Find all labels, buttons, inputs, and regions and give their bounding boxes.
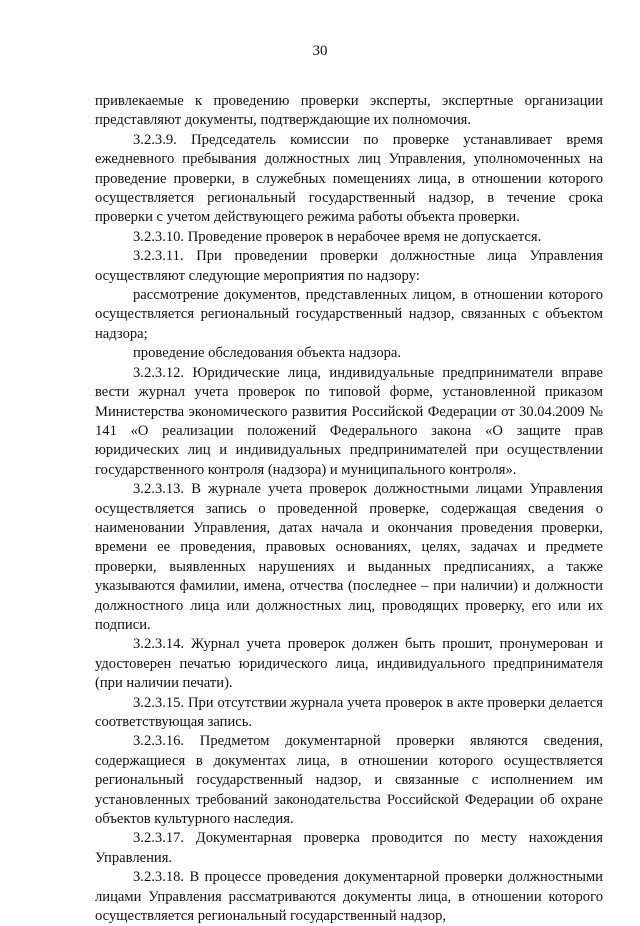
paragraph-continuation: привлекаемые к проведению проверки эксперты, экспертные организации представляют документы, подтверждающие их полномочия. [95,93,603,129]
list-item-inspection: проведение обследования объекта надзора. [133,345,402,362]
paragraph-3-2-3-16: 3.2.3.16. Предметом документарной проверки являются сведения, содержащиеся в документах лица, в отношении которого осуществляется региональный государственный надзор, и связанные с исполнением им установленных требований законодательства Российской Федерации об охране объектов культурного наследия. [95,733,603,828]
list-item-document-review: рассмотрение документов, представленных лицом, в отношении которого осуществляется региональный государственный надзор, связанных с объектом надзора; [95,287,603,342]
paragraph-3-2-3-10: 3.2.3.10. Проведение проверок в нерабочее время не допускается. [133,228,542,245]
document-body [95,92,603,926]
paragraph-3-2-3-9: 3.2.3.9. Председатель комиссии по проверке устанавливает время ежедневного пребывания должностных лиц Управления, уполномоченных на проведение проверки, в служебных помещениях лица, в отношении которого осуществляется региональный государственный надзор, в течение срока проверки с учетом действующего режима работы объекта проверки. [95,131,603,226]
paragraph-3-2-3-12: 3.2.3.12. Юридические лица, индивидуальные предприниматели вправе вести журнал учета проверок по типовой форме, установленной приказом Министерства экономического развития Российской Федерации от 30.04.2009 № 141 «О реализации положений Федерального закона «О защите прав юридических лиц и индивидуальных предпринимателей при осуществлении государственного контроля (надзора) и муниципального контроля». [95,364,603,478]
page-number: 30 [312,43,328,59]
paragraph-3-2-3-14: 3.2.3.14. Журнал учета проверок должен быть прошит, пронумерован и удостоверен печатью юридического лица, индивидуального предпринимателя (при наличии печати). [95,636,603,692]
paragraph-3-2-3-13: 3.2.3.13. В журнале учета проверок должностными лицами Управления осуществляется запись о проведенной проверке, содержащая сведения о наименовании Управления, датах начала и окончания проведения проверки, времени ее проведения, правовых основаниях, целях, задачах и предмете проверки, выявленных нарушениях и выданных предписаниях, а также указываются фамилии, имена, отчества (последнее – при наличии) и должности должностного лица или должностных лиц, проводящих проверку, его или их подписи. [95,481,603,633]
paragraph-3-2-3-11: 3.2.3.11. При проведении проверки должностные лица Управления осуществляют следующие мероприятия по надзору: [95,248,603,284]
paragraph-3-2-3-18: 3.2.3.18. В процессе проведения документарной проверки должностными лицами Управления рассматриваются документы лица, в отношении которого осуществляется региональный государственный надзор, [95,869,603,925]
paragraph-3-2-3-15: 3.2.3.15. При отсутствии журнала учета проверок в акте проверки делается соответствующая запись. [95,694,603,730]
paragraph-3-2-3-17: 3.2.3.17. Документарная проверка проводится по месту нахождения Управления. [95,830,603,866]
